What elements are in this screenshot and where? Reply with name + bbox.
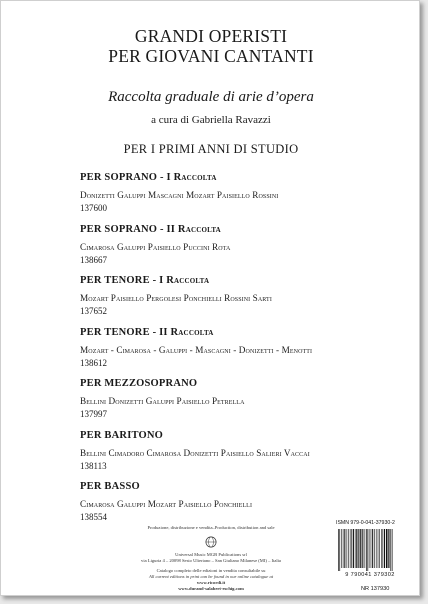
publisher-logo-icon — [205, 536, 217, 548]
volume-catalog-code: 138554 — [80, 512, 107, 522]
series-title — [1, 26, 421, 66]
publisher-footer — [111, 525, 311, 592]
volume-entry — [80, 274, 400, 326]
website-ricordi: www.ricordi.it — [196, 580, 226, 585]
barcode-bar — [386, 529, 388, 568]
barcode-bar — [358, 529, 359, 568]
barcode-bar — [369, 529, 370, 568]
publisher-company: Universal Music MGB Publications srl — [175, 552, 247, 557]
volume-heading: PER BASSO — [80, 481, 140, 492]
volume-composers: Cimarosa Galuppi Paisiello Puccini Rota — [80, 241, 231, 252]
volume-composers: Donizetti Galuppi Mascagni Mozart Paisiello Rossini — [80, 190, 279, 200]
nr-catalog-code: NR 137930 — [361, 586, 390, 592]
volume-entry — [80, 377, 400, 429]
curator-credit: a cura di Gabriella Ravazzi — [151, 114, 271, 126]
series-title-line-2: PER GIOVANI CANTANTI — [108, 46, 314, 66]
barcode-bar — [366, 529, 367, 571]
barcode-bar — [383, 529, 384, 568]
study-level-heading: PER I PRIMI ANNI DI STUDIO — [123, 142, 299, 156]
website-durand: www.durand-salabert-eschig.com — [178, 586, 244, 591]
volume-composers: Cimarosa Galuppi Mozart Paisiello Ponchielli — [80, 499, 253, 509]
volume-catalog-code: 137652 — [80, 306, 107, 316]
barcode-bar — [343, 529, 344, 568]
series-subtitle: Raccolta graduale di arie d’opera — [108, 89, 314, 105]
volume-composers: Mozart Paisiello Pergolesi Ponchielli Rossini Sarti — [80, 293, 272, 303]
catalog-note-en: All current editions in print can be found in our online catalogue at — [148, 574, 274, 579]
barcode-bar — [390, 529, 391, 571]
barcode-bar — [360, 529, 361, 568]
volume-heading: PER BARITONO — [80, 429, 164, 441]
barcode-digits: 9 790041 379302 — [345, 572, 395, 578]
volume-catalog-code: 138667 — [80, 254, 107, 265]
barcode-bar — [388, 529, 389, 568]
volume-composers: Bellini Donizetti Galuppi Paisiello Petrella — [80, 396, 245, 406]
barcode-bar — [378, 529, 379, 568]
barcode-bar — [348, 529, 349, 568]
volume-heading: PER SOPRANO - I Raccolta — [80, 172, 217, 183]
volume-heading: PER MEZZOSOPRANO — [80, 378, 198, 389]
volume-entry — [80, 171, 400, 223]
volume-catalog-code: 138113 — [80, 460, 107, 471]
barcode-bar — [350, 529, 351, 568]
barcode-bar — [338, 529, 339, 571]
barcode-bar — [362, 529, 363, 568]
production-note: Produzione, distribuzione e vendita–Production, distribution and sale — [147, 525, 275, 530]
catalog-note-it: Catalogo completo delle edizioni in vendita consultabile su — [156, 568, 266, 573]
barcode-bar — [365, 529, 366, 568]
volume-catalog-code: 137600 — [80, 203, 107, 213]
volume-entry — [80, 223, 400, 275]
series-title-line-1: GRANDI OPERISTI — [134, 26, 288, 46]
volume-composers: Bellini Cimadoro Cimarosa Donizetti Paisiello Salieri Vaccai — [80, 447, 310, 458]
barcode-bar — [344, 529, 345, 568]
barcode-graphic — [337, 529, 403, 571]
volume-composers: Mozart - Cimarosa - Galuppi - Mascagni - Donizetti - Menotti — [80, 344, 313, 355]
barcode-bar — [341, 529, 342, 568]
barcode-bar — [392, 529, 393, 571]
barcode-bar — [355, 529, 356, 568]
barcode-bar — [384, 529, 385, 568]
barcode-bar — [347, 529, 348, 568]
barcode-bar — [339, 529, 340, 571]
barcode-bar — [367, 529, 368, 571]
volume-list — [80, 171, 400, 532]
barcode-bar — [371, 529, 372, 568]
volume-entry — [80, 429, 400, 481]
volume-heading: PER SOPRANO - II Raccolta — [80, 223, 221, 235]
barcode-bar — [376, 529, 377, 568]
volume-catalog-code: 137997 — [80, 409, 107, 419]
volume-heading: PER TENORE - I Raccolta — [80, 275, 210, 286]
barcode-bar — [379, 529, 380, 568]
barcode-bar — [353, 529, 354, 568]
volume-heading: PER TENORE - II Raccolta — [80, 326, 214, 338]
volume-catalog-code: 138612 — [80, 357, 107, 368]
barcode-bar — [372, 529, 373, 568]
barcode-bar — [381, 529, 382, 568]
ismn-label: ISMN 979-0-041-37930-2 — [336, 520, 395, 526]
barcode-bar — [374, 529, 375, 568]
barcode-bar — [356, 529, 357, 568]
volume-entry — [80, 326, 400, 378]
barcode-bar — [351, 529, 352, 568]
publisher-address: via Liguria 4 – 20098 Sesto Ulteriano – San Giuliano Milanese (MI) – Italia — [141, 558, 281, 563]
